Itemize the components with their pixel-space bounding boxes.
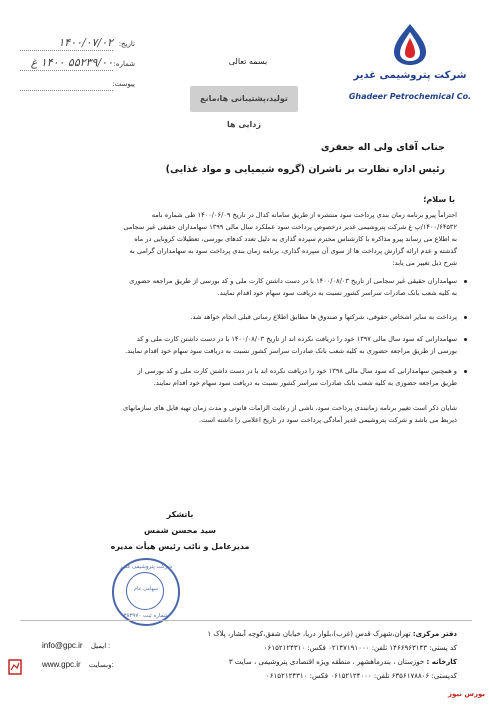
bullet-line: پرداخت به سایر اشخاص حقوقی، شرکتها و صندوق ها مطابق اطلاع رسانی قبلی انجام خواهد شد. — [190, 313, 457, 321]
signature-regards: باتشکر — [166, 510, 194, 519]
closing-line: ذیربط می باشد و شرکت پتروشیمی غدیر آمادگی پرداخت سود در تاریخ اعلامی را داشته است. — [199, 416, 457, 424]
corner-logo-icon — [8, 658, 22, 676]
office-address: دفتر مرکزی: تهران،شهرک قدس (غرب)،بلوار دریا، خیابان شفق،کوچه آبشار، پلاک ۱ — [207, 630, 457, 638]
company-name-en: Ghadeer Petrochemical Co. — [348, 92, 472, 101]
bullet-line: و همچنین سهامدارانی که سود سال مالی ۱۳۹۸ خود را دریافت نکرده اند با در دست داشتن کارت ملی و کد بورسی از — [137, 367, 457, 375]
signatory-name: سید محسن شمس — [144, 526, 216, 535]
bullet-line: سهامداران حقیقی غیر سجامی از تاریخ ۱۴۰۰/۰۸/۰۳ با در دست داشتن کارت ملی و کد بورسی از طریق مراجعه حضوری — [129, 277, 457, 285]
paragraph-line: به اطلاع می رساند پیرو مذاکره با کارشناس محترم سپرده گذاری به دلیل تعدد کدهای بورسی، تعطیلات کرونایی در ماه — [134, 235, 457, 243]
factory-address: کارخانه : خوزستان ، بندرماهشهر ، منطقه ویژه اقتصادی پتروشیمی ، سایت ۳ — [228, 658, 457, 666]
office-phones: کد پستی: ۱۴۶۶۹۶۳۱۴۳ تلفن: ۰۲۱۴۷۱۹۱۰۰۰ فکس: ۰۶۱۵۲۱۲۴۳۱۰ — [263, 644, 457, 652]
greeting: با سلام؛ — [423, 195, 455, 204]
basmala: بسمه تعالی — [228, 57, 268, 66]
factory-phones: کدپستی: ۶۳۵۶۱۷۸۸۰۶ تلفن: ۰۶۱۵۲۱۲۴۰۰۰ فکس: ۰۶۱۵۲۱۲۴۳۱۰ — [266, 672, 457, 680]
date-label: تاریخ: — [118, 40, 135, 48]
bullet-line: بورسی از طریق مراجعه حضوری به کلیه شعب بانک صادرات سراسر کشور نسبت به دریافت سود سهام خود اقدام نمایند. — [125, 347, 457, 355]
brand-label: بورس نیوز — [448, 690, 486, 698]
email-label: ایمیل : — [90, 643, 111, 650]
paragraph-line: شرح ذیل تغییر می یابد: — [392, 259, 457, 267]
list-item — [42, 275, 457, 299]
company-logo-icon — [390, 22, 430, 66]
attachment-label: پیوست: — [112, 80, 135, 88]
signatory-title: مدیرعامل و نائب رئیس هیأت مدیره — [110, 542, 250, 551]
list-item — [42, 365, 457, 389]
company-name-fa: شرکت پتروشیمی غدیر — [353, 70, 467, 81]
paragraph-line: گذشته و عدم ارائه گزارش پرداخت ها از سوی آن سپرده گذاری، برنامه زمان بندی پرداخت سود به سهامداران گرامی به — [129, 247, 457, 255]
number-label: شماره: — [113, 60, 135, 68]
bullet-line: طریق مراجعه حضوری به کلیه شعب بانک صادرات سراسر کشور نسبت به دریافت سود سهام خود اقدام نمایند. — [153, 379, 457, 387]
closing-line: شایان ذکر است تغییر برنامه زمانبندی پرداخت سود، ناشی از رعایت الزامات قانونی و مدت زمان تهیه فایل های سازمانهای — [123, 404, 457, 412]
list-item — [42, 333, 457, 357]
number-value: ۵۵۲۳۹/۰۰ ۱۴۰۰ غ — [30, 56, 113, 69]
email-value[interactable]: info@gpc.ir — [42, 641, 83, 650]
website-label: وبسایت: — [88, 662, 114, 669]
number-field — [20, 56, 135, 74]
footer-divider — [20, 620, 472, 621]
company-seal-icon: شرکت پتروشیمی غدیر سهامی عام شماره ثبت ۳۸۳۹۷۰ — [112, 558, 180, 626]
website-value[interactable]: www.gpc.ir — [42, 660, 81, 669]
email-line — [42, 641, 110, 650]
list-item — [42, 311, 457, 323]
paragraph-line: ۱۴۰۰/۶۴۵۳۲/پ غ شرکت پتروشیمی غدیر درخصوص پرداخت سود عملکرد سال مالی ۱۳۹۹ سهامداران حقیقی غیر سجامی — [123, 223, 457, 231]
intro-paragraph — [42, 209, 457, 269]
attachment-field — [20, 80, 135, 94]
website-line — [42, 660, 113, 669]
closing-paragraph — [42, 402, 457, 426]
bullet-line: سهامدارانی که سود سال مالی ۱۳۹۷ خود را دریافت نکرده اند از تاریخ ۱۴۰۰/۰۸/۰۳ با در دست داشتن کارت ملی و کد — [136, 335, 457, 343]
slogan-banner: تولید،پشتیبانی ها،مانع زدایی ها — [190, 86, 298, 112]
date-value: ۱۴۰۰/۰۷/۰۲ — [58, 36, 113, 49]
date-field — [20, 36, 135, 54]
bullet-line: به کلیه شعب بانک صادرات سراسر کشور نسبت به دریافت سود سهام خود اقدام نمایند. — [217, 289, 457, 297]
addressee-name: جناب آقای ولی اله جعفری — [320, 142, 445, 153]
addressee-title: رئیس اداره نظارت بر ناشران (گروه شیمیایی و مواد غذایی) — [165, 164, 445, 175]
paragraph-line: احتراماً پیرو برنامه زمان بندی پرداخت سود منتشره از طریق سامانه کدال در تاریخ ۱۴۰۰/۰۶/۰۹ طی شماره نامه — [151, 211, 457, 219]
